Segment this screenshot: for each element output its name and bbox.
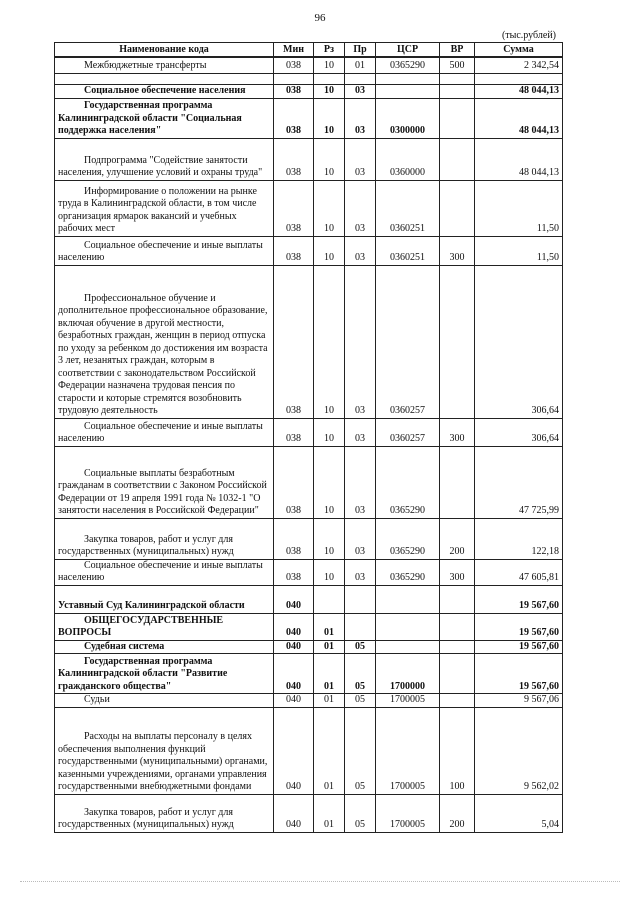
cell-min: 040 — [274, 640, 314, 654]
cell-pr: 05 — [345, 707, 376, 794]
table-row — [55, 694, 563, 708]
cell-sum: 47 725,99 — [475, 446, 563, 518]
cell-rz: 10 — [314, 265, 345, 418]
cell-csr: 1700005 — [376, 707, 440, 794]
cell-csr: 1700000 — [376, 654, 440, 694]
cell-pr: 05 — [345, 640, 376, 654]
cell-vr — [440, 98, 475, 138]
table-row — [55, 518, 563, 559]
column-header-min: Мин — [274, 43, 314, 58]
cell-rz: 01 — [314, 794, 345, 832]
cell-sum: 48 044,13 — [475, 84, 563, 98]
cell-min: 038 — [274, 418, 314, 446]
cell-csr: 0365290 — [376, 446, 440, 518]
cell-pr: 05 — [345, 794, 376, 832]
cell-pr: 03 — [345, 446, 376, 518]
column-header-name: Наименование кода — [55, 43, 274, 58]
cell-sum: 306,64 — [475, 418, 563, 446]
table-row — [55, 794, 563, 832]
cell-pr: 01 — [345, 57, 376, 73]
cell-rz: 01 — [314, 640, 345, 654]
cell-rz: 10 — [314, 57, 345, 73]
cell-csr: 1700005 — [376, 794, 440, 832]
column-header-csr: ЦСР — [376, 43, 440, 58]
cell-csr: 0360251 — [376, 180, 440, 236]
cell-vr — [440, 585, 475, 613]
cell-csr — [376, 73, 440, 84]
table-body — [55, 57, 563, 832]
cell-name: Социальное обеспечение и иные выплаты населению — [55, 418, 274, 446]
cell-name: Социальное обеспечение и иные выплаты населению — [55, 559, 274, 585]
cell-sum: 19 567,60 — [475, 640, 563, 654]
cell-sum: 5,04 — [475, 794, 563, 832]
cell-name: Информирование о положении на рынке труда в Калининградской области, в том числе организация ярмарок вакансий и учебных рабочих мест — [55, 180, 274, 236]
cell-csr: 0365290 — [376, 559, 440, 585]
cell-vr: 200 — [440, 518, 475, 559]
cell-vr — [440, 73, 475, 84]
table-row — [55, 84, 563, 98]
cell-vr: 200 — [440, 794, 475, 832]
cell-csr: 0365290 — [376, 518, 440, 559]
cell-name: Государственная программа Калининградской области "Социальная поддержка населения" — [55, 98, 274, 138]
cell-min: 038 — [274, 518, 314, 559]
cell-name: Закупка товаров, работ и услуг для государственных (муниципальных) нужд — [55, 794, 274, 832]
cell-rz: 01 — [314, 694, 345, 708]
cell-sum: 48 044,13 — [475, 98, 563, 138]
table-row — [55, 236, 563, 265]
cell-sum: 9 562,02 — [475, 707, 563, 794]
cell-rz: 10 — [314, 559, 345, 585]
cell-rz: 10 — [314, 98, 345, 138]
table-row — [55, 585, 563, 613]
cell-min: 038 — [274, 446, 314, 518]
cell-vr — [440, 138, 475, 180]
cell-rz: 10 — [314, 446, 345, 518]
cell-csr: 0360257 — [376, 265, 440, 418]
cell-pr: 03 — [345, 180, 376, 236]
cell-min: 038 — [274, 138, 314, 180]
cell-rz — [314, 585, 345, 613]
cell-min: 040 — [274, 794, 314, 832]
cell-pr: 03 — [345, 138, 376, 180]
cell-pr: 03 — [345, 236, 376, 265]
cell-sum: 11,50 — [475, 236, 563, 265]
cell-min: 040 — [274, 654, 314, 694]
cell-name: Профессиональное обучение и дополнительное профессиональное образование, включая обучение в другой местности, безработных граждан, женщин в период отпуска по уходу за ребенком до достижения им возраста 3 лет, незанятых граждан, которым в соответствии с законодательством Российской Федерации назначена трудовая пенсия по старости и которые стремятся возобновить трудовую деятельность — [55, 265, 274, 418]
cell-sum: 47 605,81 — [475, 559, 563, 585]
cell-pr: 03 — [345, 559, 376, 585]
cell-min: 038 — [274, 265, 314, 418]
cell-vr — [440, 446, 475, 518]
cell-min: 038 — [274, 236, 314, 265]
cell-sum: 19 567,60 — [475, 654, 563, 694]
table-row — [55, 613, 563, 640]
cell-pr: 03 — [345, 265, 376, 418]
cell-pr — [345, 613, 376, 640]
cell-vr — [440, 640, 475, 654]
cell-min: 038 — [274, 559, 314, 585]
cell-sum: 19 567,60 — [475, 613, 563, 640]
cell-csr — [376, 585, 440, 613]
cell-name: Расходы на выплаты персоналу в целях обеспечения выполнения функций государственными (муниципальными) органами, казенными учреждениями, органами управления государственными внебюджетными фондами — [55, 707, 274, 794]
cell-csr — [376, 84, 440, 98]
cell-vr: 100 — [440, 707, 475, 794]
cell-name: Закупка товаров, работ и услуг для государственных (муниципальных) нужд — [55, 518, 274, 559]
cell-rz: 01 — [314, 613, 345, 640]
table-row — [55, 180, 563, 236]
cell-vr — [440, 694, 475, 708]
table-header-row — [55, 43, 563, 58]
cell-csr — [376, 613, 440, 640]
cell-vr: 500 — [440, 57, 475, 73]
cell-sum: 2 342,54 — [475, 57, 563, 73]
cell-name: Подпрограмма "Содействие занятости населения, улучшение условий и охраны труда" — [55, 138, 274, 180]
cell-min: 038 — [274, 180, 314, 236]
cell-name: Судебная система — [55, 640, 274, 654]
cell-min: 038 — [274, 84, 314, 98]
cell-rz: 10 — [314, 236, 345, 265]
cell-vr — [440, 613, 475, 640]
cell-rz: 10 — [314, 84, 345, 98]
cell-pr: 03 — [345, 98, 376, 138]
cell-rz: 10 — [314, 518, 345, 559]
cell-pr: 05 — [345, 654, 376, 694]
cell-min: 038 — [274, 57, 314, 73]
cell-vr: 300 — [440, 418, 475, 446]
cell-sum: 122,18 — [475, 518, 563, 559]
cell-csr: 0360257 — [376, 418, 440, 446]
table-row — [55, 654, 563, 694]
cell-rz — [314, 73, 345, 84]
table-row — [55, 707, 563, 794]
cell-min: 040 — [274, 694, 314, 708]
table-row — [55, 57, 563, 73]
cell-rz: 01 — [314, 654, 345, 694]
cell-sum: 11,50 — [475, 180, 563, 236]
cell-rz: 01 — [314, 707, 345, 794]
table-row — [55, 418, 563, 446]
cell-pr — [345, 585, 376, 613]
cell-name: Социальное обеспечение населения — [55, 84, 274, 98]
cell-vr — [440, 84, 475, 98]
cell-name: ОБЩЕГОСУДАРСТВЕННЫЕ ВОПРОСЫ — [55, 613, 274, 640]
cell-vr — [440, 654, 475, 694]
cell-sum: 306,64 — [475, 265, 563, 418]
cell-csr — [376, 640, 440, 654]
cell-vr: 300 — [440, 559, 475, 585]
units-label: (тыс.рублей) — [501, 30, 556, 41]
cell-pr — [345, 73, 376, 84]
cell-sum: 19 567,60 — [475, 585, 563, 613]
column-header-sum: Сумма — [475, 43, 563, 58]
table-row — [55, 98, 563, 138]
cell-min: 038 — [274, 98, 314, 138]
column-header-pr: Пр — [345, 43, 376, 58]
cell-name: Уставный Суд Калининградской области — [55, 585, 274, 613]
table-row — [55, 73, 563, 84]
cell-csr: 0360000 — [376, 138, 440, 180]
table-row — [55, 640, 563, 654]
cell-csr: 1700005 — [376, 694, 440, 708]
cell-name: Социальное обеспечение и иные выплаты населению — [55, 236, 274, 265]
cell-name: Государственная программа Калининградской области "Развитие гражданского общества" — [55, 654, 274, 694]
cell-sum: 9 567,06 — [475, 694, 563, 708]
cell-name: Межбюджетные трансферты — [55, 57, 274, 73]
cell-pr: 03 — [345, 418, 376, 446]
column-header-vr: ВР — [440, 43, 475, 58]
scan-artifact-line — [20, 881, 620, 883]
cell-pr: 03 — [345, 84, 376, 98]
cell-rz: 10 — [314, 418, 345, 446]
cell-min: 040 — [274, 613, 314, 640]
cell-pr: 05 — [345, 694, 376, 708]
cell-csr: 0365290 — [376, 57, 440, 73]
table-row — [55, 559, 563, 585]
cell-name — [55, 73, 274, 84]
table-row — [55, 446, 563, 518]
table-row — [55, 138, 563, 180]
cell-sum: 48 044,13 — [475, 138, 563, 180]
page-number: 96 — [314, 12, 326, 24]
cell-rz: 10 — [314, 180, 345, 236]
cell-vr: 300 — [440, 236, 475, 265]
table-row — [55, 265, 563, 418]
cell-min — [274, 73, 314, 84]
cell-min: 040 — [274, 707, 314, 794]
cell-sum — [475, 73, 563, 84]
cell-csr: 0300000 — [376, 98, 440, 138]
cell-name: Социальные выплаты безработным гражданам в соответствии с Законом Российской Федерации от 19 апреля 1991 года № 1032-1 "О занятости населения в Российской Федерации" — [55, 446, 274, 518]
cell-pr: 03 — [345, 518, 376, 559]
budget-table — [54, 42, 563, 833]
cell-vr — [440, 265, 475, 418]
cell-csr: 0360251 — [376, 236, 440, 265]
cell-min: 040 — [274, 585, 314, 613]
cell-name: Судьи — [55, 694, 274, 708]
cell-vr — [440, 180, 475, 236]
cell-rz: 10 — [314, 138, 345, 180]
column-header-rz: Рз — [314, 43, 345, 58]
